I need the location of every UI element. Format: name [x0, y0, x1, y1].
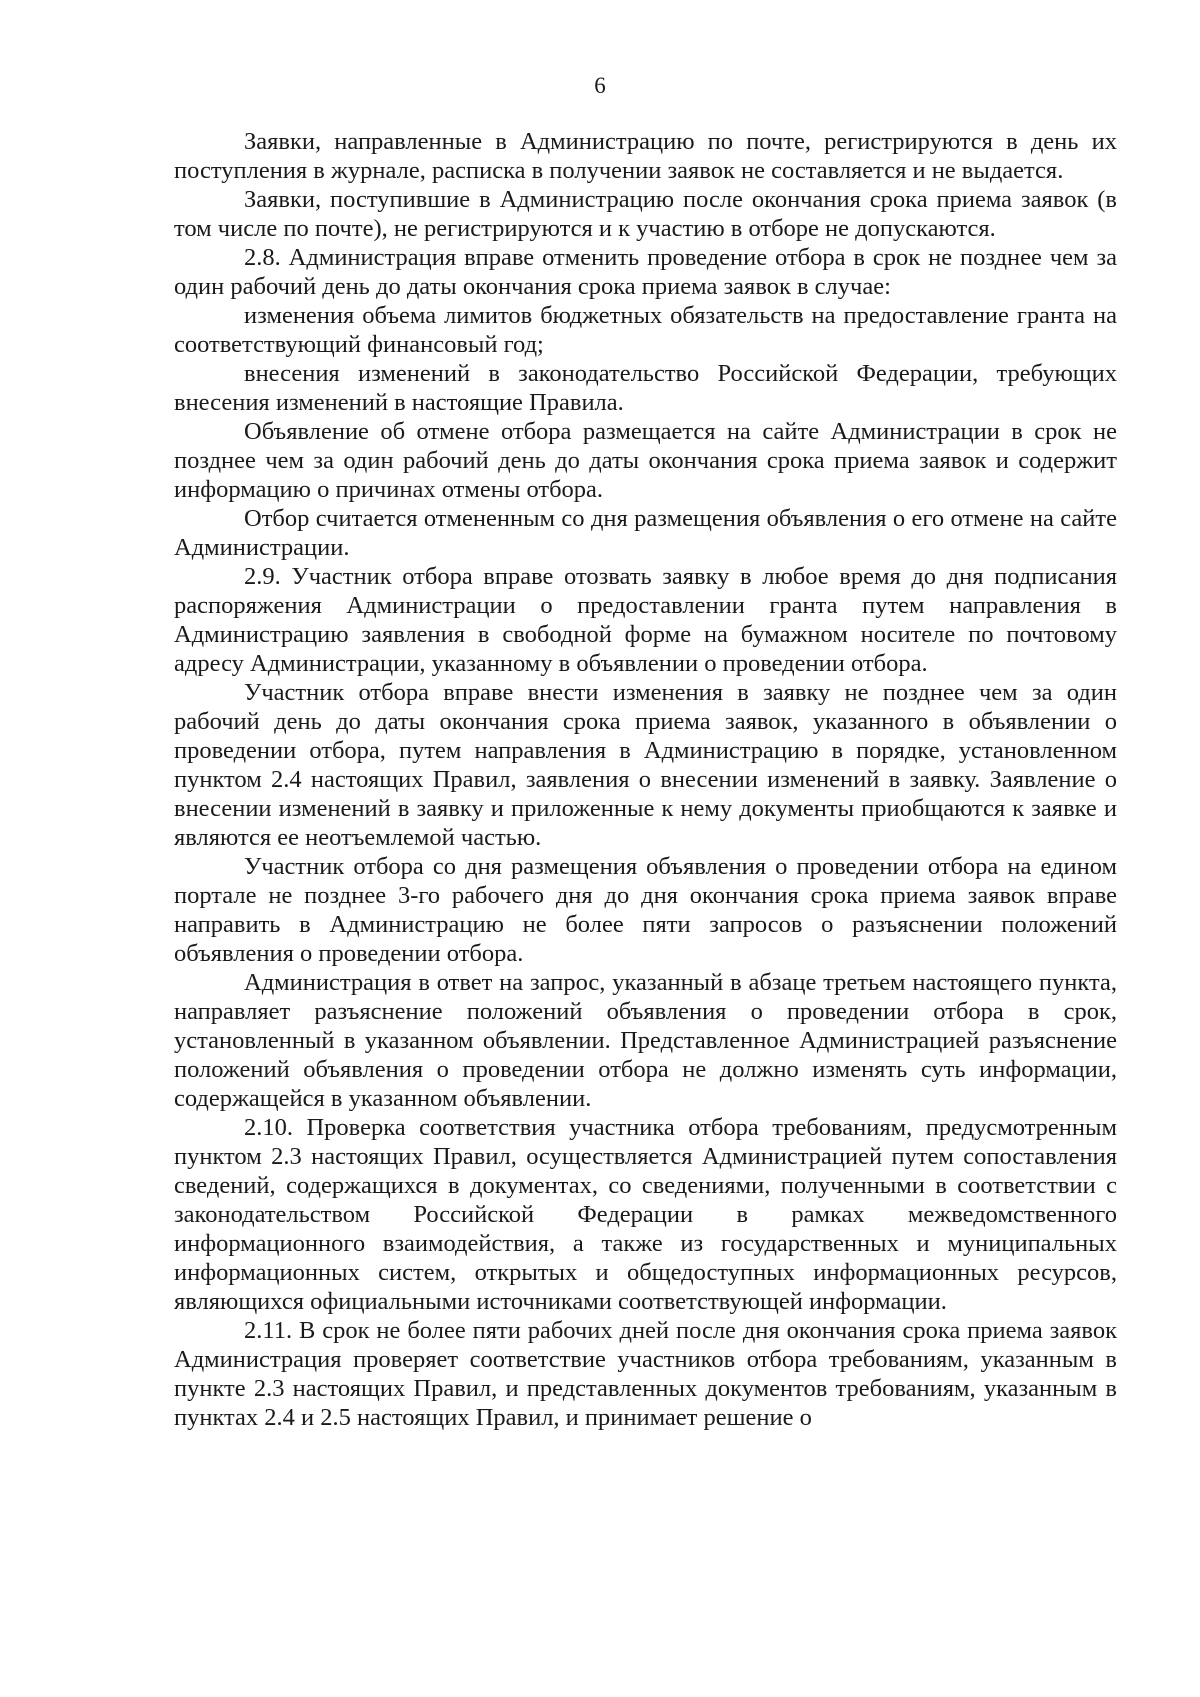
paragraph-clause-2-11: 2.11. В срок не более пяти рабочих дней после дня окончания срока приема заявок Администрация проверяет соответствие участников отбора требованиям, указанным в пункте 2.3 настоящих Правил, и представленных документов требованиям, указанным в пунктах 2.4 и 2.5 настоящих Правил, и принимает решение о: [174, 1317, 1117, 1431]
paragraph-application-changes: Участник отбора вправе внести изменения в заявку не позднее чем за один рабочий день до даты окончания срока приема заявок, указанного в объявлении о проведении отбора, путем направления в Администрацию в порядке, установленном пунктом 2.4 настоящих Правил, заявления о внесении изменений в заявку. Заявление о внесении изменений в заявку и приложенные к нему документы приобщаются к заявке и являются ее неотъемлемой частью.: [174, 679, 1117, 851]
paragraph-late-applications: Заявки, поступившие в Администрацию после окончания срока приема заявок (в том числе по почте), не регистрируются и к участию в отборе не допускаются.: [174, 186, 1117, 242]
paragraph-clause-2-8: 2.8. Администрация вправе отменить проведение отбора в срок не позднее чем за один рабочий день до даты окончания срока приема заявок в случае:: [174, 244, 1117, 300]
document-body: [174, 127, 1117, 1432]
paragraph-mail-applications: Заявки, направленные в Администрацию по почте, регистрируются в день их поступления в журнале, расписка в получении заявок не составляется и не выдается.: [174, 128, 1117, 184]
paragraph-clause-2-9: 2.9. Участник отбора вправе отозвать заявку в любое время до дня подписания распоряжения Администрации о предоставлении гранта путем направления в Администрацию заявления в свободной форме на бумажном носителе по почтовому адресу Администрации, указанному в объявлении о проведении отбора.: [174, 563, 1117, 677]
paragraph-cancellation-effective: Отбор считается отмененным со дня размещения объявления о его отмене на сайте Администрации.: [174, 505, 1117, 561]
page-number: 6: [594, 73, 606, 98]
paragraph-clause-2-10: 2.10. Проверка соответствия участника отбора требованиям, предусмотренным пунктом 2.3 настоящих Правил, осуществляется Администрацией путем сопоставления сведений, содержащихся в документах, со сведениями, полученными в соответствии с законодательством Российской Федерации в рамках межведомственного информационного взаимодействия, а также из государственных и муниципальных информационных систем, открытых и общедоступных информационных ресурсов, являющихся официальными источниками соответствующей информации.: [174, 1114, 1117, 1315]
paragraph-budget-limits-change: изменения объема лимитов бюджетных обязательств на предоставление гранта на соответствующий финансовый год;: [174, 302, 1117, 358]
paragraph-clarification-response: Администрация в ответ на запрос, указанный в абзаце третьем настоящего пункта, направляет разъяснение положений объявления о проведении отбора в срок, установленный в указанном объявлении. Представленное Администрацией разъяснение положений объявления о проведении отбора не должно изменять суть информации, содержащейся в указанном объявлении.: [174, 969, 1117, 1112]
paragraph-legislation-change: внесения изменений в законодательство Российской Федерации, требующих внесения изменений в настоящие Правила.: [174, 360, 1117, 416]
paragraph-clarification-requests: Участник отбора со дня размещения объявления о проведении отбора на едином портале не позднее 3-го рабочего дня до дня окончания срока приема заявок вправе направить в Администрацию не более пяти запросов о разъяснении положений объявления о проведении отбора.: [174, 853, 1117, 967]
paragraph-cancellation-notice: Объявление об отмене отбора размещается на сайте Администрации в срок не позднее чем за один рабочий день до даты окончания срока приема заявок и содержит информацию о причинах отмены отбора.: [174, 418, 1117, 503]
